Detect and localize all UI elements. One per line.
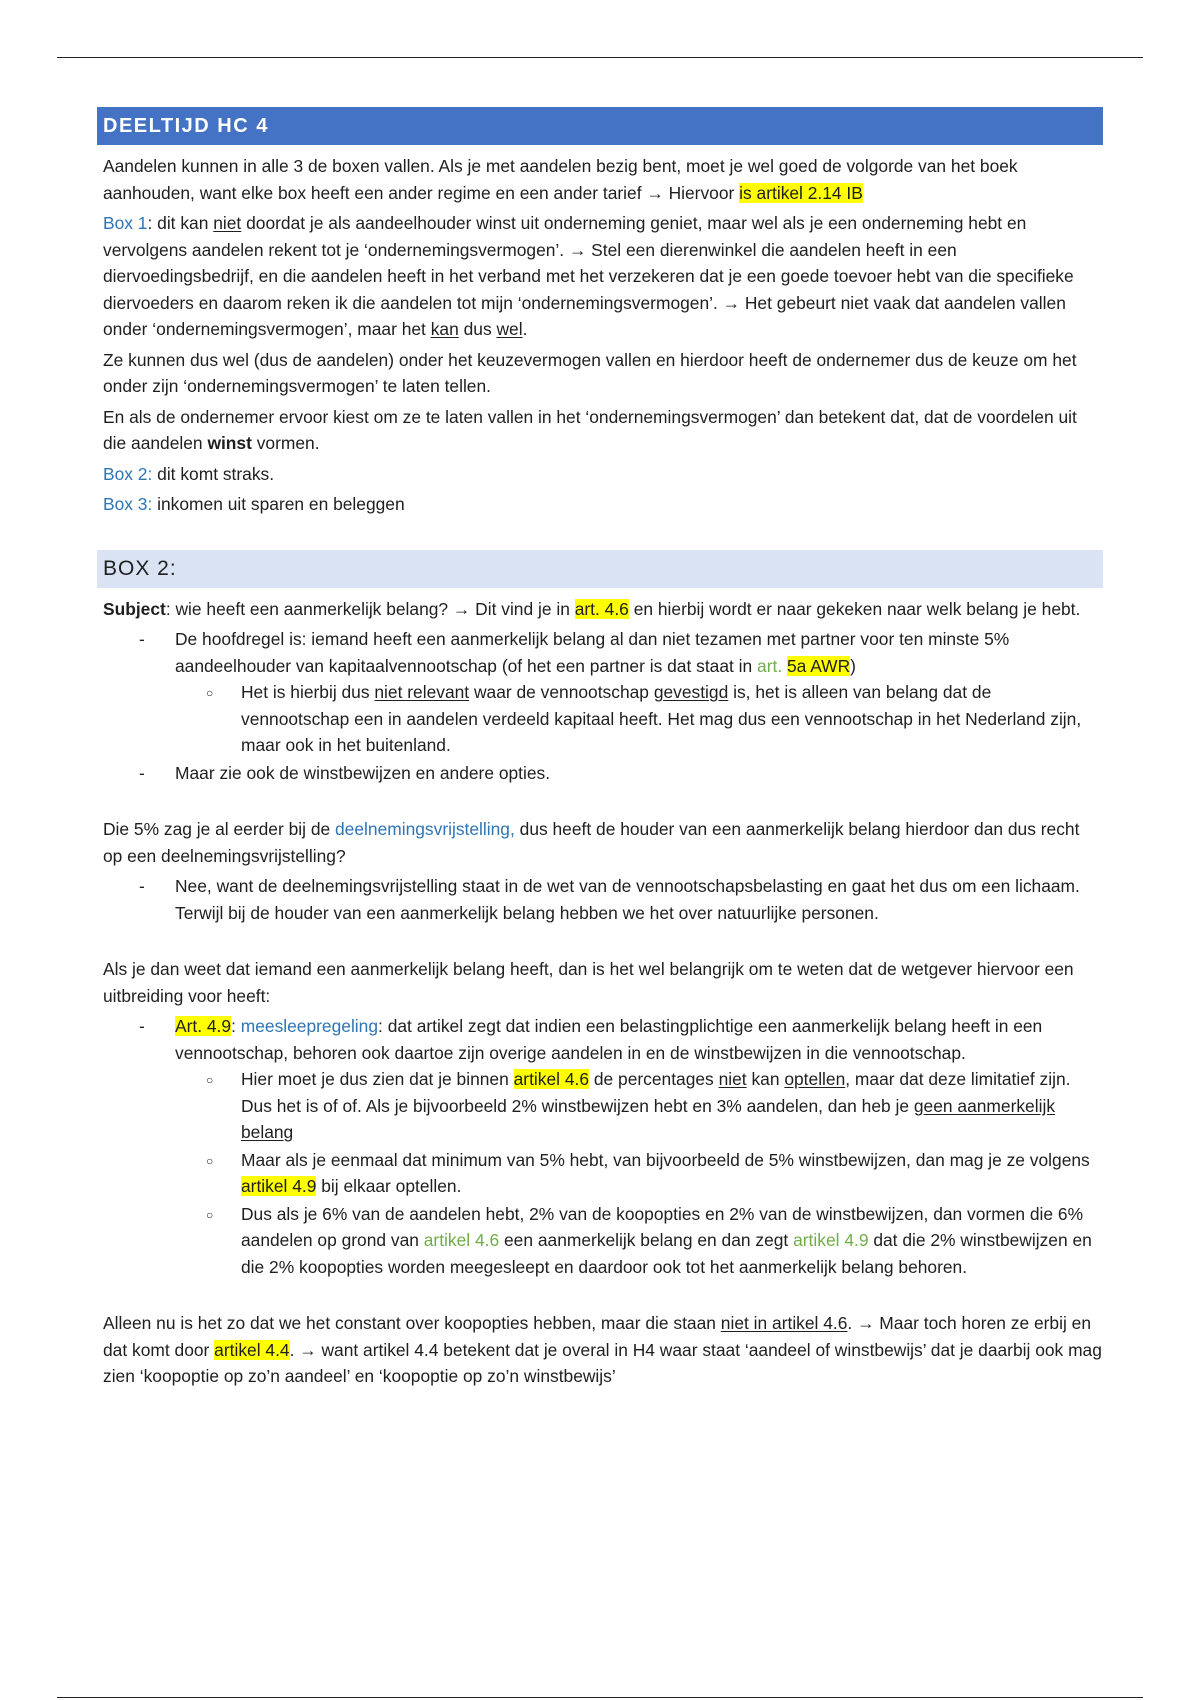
subject-text-1: : wie heeft een aanmerkelijk belang? → Dit vind je in <box>165 598 575 619</box>
box1-underline-wel: wel <box>496 319 523 339</box>
box3-text: inkomen uit sparen en beleggen <box>152 494 405 514</box>
highlight-artikel-4-4: artikel 4.4 <box>214 1339 290 1360</box>
highlight-artikel-2-14: is artikel 2.14 IB <box>739 182 863 203</box>
top-rule <box>57 57 1143 58</box>
ms2-text-1: Maar als je eenmaal dat minimum van 5% hebt, van bijvoorbeeld de 5% winstbewijzen, dan mag je ze volgens <box>241 1149 1090 1170</box>
box3-label: Box 3: <box>103 494 153 514</box>
meesleepregeling-term: meesleepregeling <box>240 1016 379 1036</box>
box2-line <box>97 461 1103 488</box>
ms3-text-3: dat die 2% winstbewijzen en die 2% koopopties worden meegesleept en daardoor ook tot het aanmerkelijk belang behoren. <box>241 1230 1092 1277</box>
uitbreiding-paragraph: Als je dan weet dat iemand een aanmerkelijk belang heeft, dan is het wel belangrijk om te weten dat de wetgever hiervoor een uitbreiding voor heeft: <box>103 959 1074 1006</box>
meesleep-text-1: : <box>231 1016 241 1036</box>
dv-text-1: Die 5% zag je al eerder bij de <box>103 819 336 839</box>
heading-box2: BOX 2: <box>97 550 1103 588</box>
highlight-artikel-4-6: artikel 4.6 <box>513 1069 590 1089</box>
ms2-text-2: bij elkaar optellen. <box>316 1176 462 1196</box>
underline-geen-aanmerkelijk-belang: geen aanmerkelijk belang <box>241 1095 1056 1142</box>
highlight-art-4-6: art. 4.6 <box>574 598 629 619</box>
list-item <box>169 1147 1103 1200</box>
underline-niet-in-artikel-4-6: niet in artikel 4.6 <box>720 1313 848 1333</box>
list-item <box>169 1066 1103 1146</box>
ms1-text-2: de percentages <box>589 1069 719 1089</box>
hoofdregel-text-2: ) <box>850 655 856 676</box>
list-item <box>169 1201 1103 1281</box>
sub-text-3: is, het is alleen van belang dat de vennootschap een in aandelen verdeeld kapitaal heeft. Het mag dus een vennootschap in het Nederland zijn, maar ook in het buitenland. <box>241 682 1082 755</box>
heading-deeltijd-hc4: DEELTIJD HC 4 <box>97 107 1103 145</box>
meesleep-list <box>97 1013 1103 1280</box>
green-artikel-4-6: artikel 4.6 <box>423 1230 500 1250</box>
dv-blue-term: deelnemingsvrijstelling, <box>335 819 515 839</box>
underline-gevestigd: gevestigd <box>653 682 729 702</box>
box3-line <box>97 491 1103 518</box>
winst-text-2: vormen. <box>251 433 320 453</box>
highlight-artikel-4-9: artikel 4.9 <box>241 1176 317 1196</box>
box1-underline-niet: niet <box>213 213 242 233</box>
box1-underline-kan: kan <box>430 319 459 339</box>
hoofdregel-sublist <box>175 679 1103 759</box>
meesleep-text-2: : dat artikel zegt dat indien een belastingplichtige een aanmerkelijk belang heeft in een vennootschap, behoren ook daartoe zijn overige aandelen in en de winstbewijzen in die vennootschap. <box>175 1016 1043 1063</box>
list-item <box>97 1013 1103 1280</box>
ms1-text-1: Hier moet je dus zien dat je binnen <box>241 1069 514 1089</box>
ko-text-2: . → Maar toch horen ze erbij en dat komt door <box>103 1313 1092 1360</box>
subject-text-2: en hierbij wordt er naar gekeken naar welk belang je hebt. <box>628 598 1081 619</box>
ms1-text-4: , maar dat deze limitatief zijn. Dus het is of of. Als je bijvoorbeeld 2% winstbewijzen hebt en 3% aandelen, dan heb je <box>241 1069 1071 1116</box>
box1-text-3: dus <box>458 319 497 339</box>
keuzevermogen-paragraph: Ze kunnen dus wel (dus de aandelen) onder het keuzevermogen vallen en hierdoor heeft de ondernemer dus de keuze om het onder zijn ‘ondernemingsvermogen’ te laten tellen. <box>103 349 1077 396</box>
hoofdregel-list <box>97 626 1103 786</box>
list-item: - Maar zie ook de winstbewijzen en andere opties. <box>97 760 1103 787</box>
box1-label: Box 1 <box>103 213 148 233</box>
box1-text-1: : dit kan <box>147 213 214 233</box>
green-artikel-4-9: artikel 4.9 <box>793 1230 869 1250</box>
green-art: art. <box>757 655 783 676</box>
intro-paragraph <box>97 153 1103 206</box>
nee-list <box>97 873 1103 926</box>
list-item: - Nee, want de deelnemingsvrijstelling staat in de wet van de vennootschapsbelasting en gaat het dus om een lichaam. Terwijl bij de houder van een aanmerkelijk belang hebben we het over natuurlijke personen. <box>97 873 1103 926</box>
list-item <box>97 626 1103 759</box>
subject-bold: Subject <box>103 598 166 619</box>
sub-text-2: waar de vennootschap <box>469 682 654 702</box>
underline-niet-relevant: niet relevant <box>374 682 470 702</box>
list-item <box>169 679 1103 759</box>
ko-text-1: Alleen nu is het zo dat we het constant over koopopties hebben, maar die staan <box>103 1313 721 1333</box>
highlight-5a-awr: 5a AWR <box>787 655 851 676</box>
box1-paragraph <box>97 210 1103 343</box>
box2-text: dit komt straks. <box>152 463 275 484</box>
box2-label: Box 2: <box>103 463 153 484</box>
ms3-text-1: Dus als je 6% van de aandelen hebt, 2% van de koopopties en 2% van de winstbewijzen, dan vormen die 6% aandelen op grond van <box>241 1203 1084 1250</box>
hoofdregel-text-1: De hoofdregel is: iemand heeft een aanmerkelijk belang al dan niet tezamen met partner voor ten minste 5% aandeelhouder van kapitaalvennootschap (of het een partner is dat staat in <box>175 629 1010 676</box>
winst-text-1: En als de ondernemer ervoor kiest om ze te laten vallen in het ‘ondernemingsvermogen’ dan betekent dat, dat de voordelen uit die aandelen <box>103 406 1077 453</box>
deelnemingsvrijstelling-paragraph <box>97 816 1103 869</box>
meesleep-sublist <box>175 1066 1103 1280</box>
subject-paragraph <box>97 596 1103 623</box>
sub-text-1: Het is hierbij dus <box>241 682 375 702</box>
document-body <box>97 107 1103 1394</box>
ko-text-3: . → want artikel 4.4 betekent dat je overal in H4 waar staat ‘aandeel of winstbewijs’ dat je daarbij ook mag zien ‘koopoptie op zo’n aandeel’ en ‘koopoptie op zo’n winstbewijs’ <box>103 1339 1102 1386</box>
winst-bold: winst <box>207 433 252 453</box>
box1-text-4: . <box>522 319 528 339</box>
ms3-text-2: een aanmerkelijk belang en dan zegt <box>499 1230 794 1250</box>
koopopties-paragraph <box>97 1310 1103 1390</box>
winst-paragraph <box>97 404 1103 457</box>
highlight-art-4-9: Art. 4.9 <box>175 1016 232 1036</box>
underline-niet: niet <box>718 1069 747 1089</box>
intro-text: Aandelen kunnen in alle 3 de boxen vallen. Als je met aandelen bezig bent, moet je wel goed de volgorde van het boek aanhouden, want elke box heeft een ander regime en een ander tarief → Hiervoor <box>103 156 1018 203</box>
ms1-text-3: kan <box>746 1069 785 1089</box>
box1-text-2: doordat je als aandeelhouder winst uit onderneming geniet, maar wel als je een onderneming hebt en vervolgens aandelen rekent tot je ‘ondernemingsvermogen’. → Stel een dierenwinkel die aandelen heeft in een diervoedingsbedrijf, en die aandelen heeft in het verband met het verzekeren dat je een goede toevoer hebt van die specifieke diervoeders en daarom reken ik die aandelen tot mijn ‘ondernemingsvermogen’. → Het gebeurt niet vaak dat aandelen vallen onder ‘ondernemingsvermogen’, maar het <box>103 213 1074 339</box>
underline-optellen: optellen <box>784 1069 846 1089</box>
dv-text-2: dus heeft de houder van een aanmerkelijk belang hierdoor dan dus recht op een deelnemingsvrijstelling? <box>103 819 1080 866</box>
bottom-rule <box>57 1697 1143 1698</box>
